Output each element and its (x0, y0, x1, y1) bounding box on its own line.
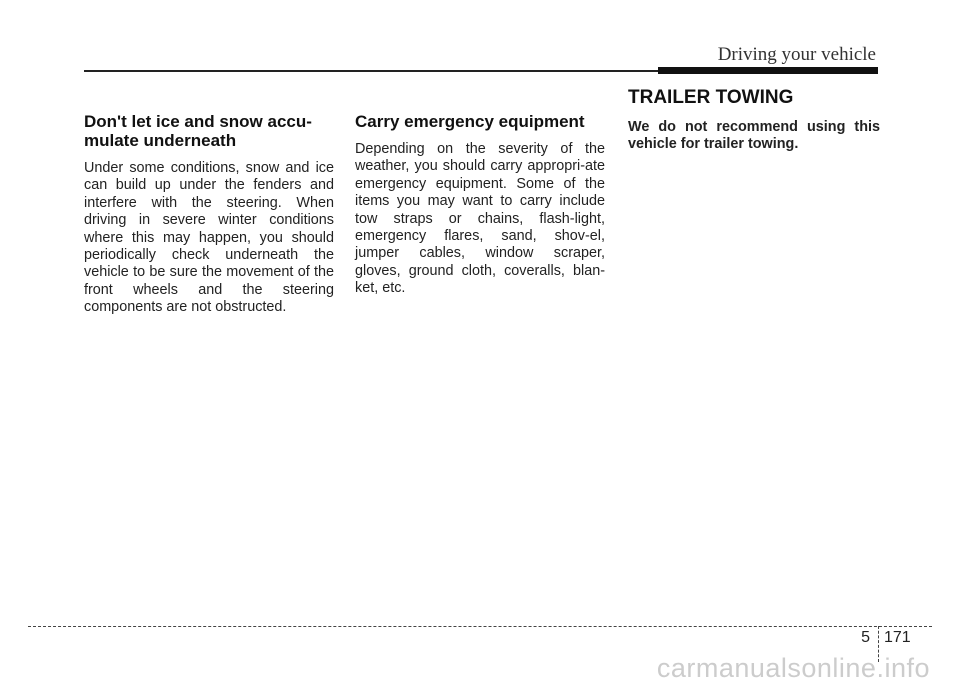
section-title-trailer-towing: TRAILER TOWING (628, 87, 794, 108)
paragraph-emergency-equipment: Depending on the severity of the weather, you should carry appropri-ate emergency equipment. Some of the items you may want to carry include tow straps or chains, flash-light, emergency flares, sand, shov-el, jumper cables, window scraper, gloves, ground cloth, coveralls, blan-ket, etc. (355, 141, 605, 297)
column-ice-snow (84, 112, 334, 317)
header-rule-thick (658, 67, 878, 74)
paragraph-trailer-towing: We do not recommend using this vehicle for trailer towing. (628, 119, 880, 153)
page-number: 171 (884, 629, 911, 646)
column-emergency-equipment (355, 112, 605, 298)
chapter-number: 5 (861, 629, 870, 646)
paragraph-ice-snow: Under some conditions, snow and ice can build up under the fenders and interfere with the steering. When driving in severe winter conditions where this may happen, you should periodically check underneath the vehicle to be sure the movement of the front wheels and the steering components are not obstructed. (84, 160, 334, 316)
heading-emergency-equipment: Carry emergency equipment (355, 112, 585, 131)
heading-ice-snow: Don't let ice and snow accu- mulate underneath (84, 112, 312, 150)
header-rule-thin (84, 70, 660, 72)
watermark: carmanualsonline.info (656, 653, 930, 683)
footer-rule (28, 626, 932, 627)
column-trailer-towing (628, 88, 880, 154)
running-header: Driving your vehicle (717, 44, 876, 65)
